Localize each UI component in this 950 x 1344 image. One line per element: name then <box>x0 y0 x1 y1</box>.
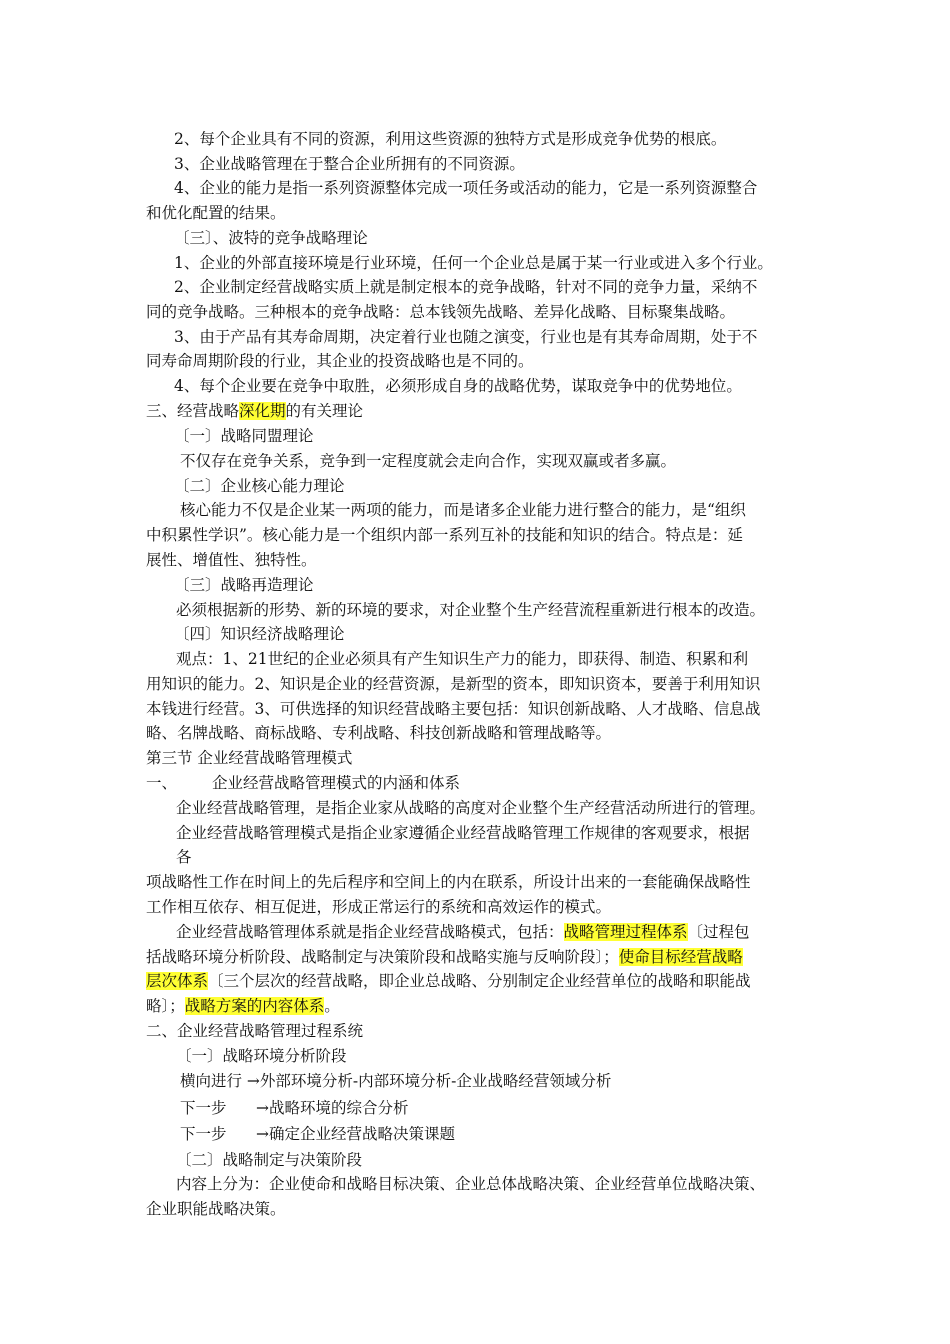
paragraph-line: 2、企业制定经营战略实质上就是制定根本的竞争战略，针对不同的竞争力量，采纳不 <box>174 278 758 296</box>
body-text: 略〕； <box>146 997 185 1015</box>
subsection-heading: 〔二〕战略制定与决策阶段 <box>176 1151 363 1169</box>
body-text: 〔三个层次的经营战略，即企业总战略、分别制定企业经营单位的战略和职能战 <box>208 972 751 990</box>
section-heading: 第三节 企业经营战略管理模式 <box>146 749 353 767</box>
highlighted-text: 战略管理过程体系 <box>563 923 688 941</box>
flow-line: →确定企业经营战略决策课题 <box>256 1125 455 1143</box>
paragraph-line: 4、每个企业要在竞争中取胜，必须形成自身的战略优势，谋取竞争中的优势地位。 <box>174 377 742 395</box>
flow-line: 横向进行 →外部环境分析-内部环境分析-企业战略经营领域分析 <box>180 1072 612 1090</box>
paragraph-line: 观点：1、21世纪的企业必须具有产生知识生产力的能力，即获得、制造、积累和利 <box>176 650 749 668</box>
body-text: 〔过程包 <box>687 923 750 941</box>
heading-text: 的有关理论 <box>285 402 364 420</box>
paragraph-line: 本钱进行经营。3、可供选择的知识经营战略主要包括：知识创新战略、人才战略、信息战 <box>146 700 761 718</box>
paragraph-line: 中积累性学识”。核心能力是一个组织内部一系列互补的技能和知识的结合。特点是：延 <box>146 526 743 544</box>
flow-line-label: 下一步 <box>180 1099 227 1117</box>
paragraph-line: 项战略性工作在时间上的先后程序和空间上的内在联系，所设计出来的一套能确保战略性 <box>146 873 751 891</box>
paragraph-line: 和优化配置的结果。 <box>146 204 286 222</box>
section-heading: 企业经营战略管理模式的内涵和体系 <box>212 774 461 792</box>
paragraph-line: 展性、增值性、独特性。 <box>146 551 317 569</box>
body-text: 括战略环境分析阶段、战略制定与决策阶段和战略实施与反响阶段〕； <box>146 948 619 966</box>
paragraph-line: 各 <box>176 848 192 866</box>
flow-line-label: 下一步 <box>180 1125 227 1143</box>
heading-number: 一、 <box>146 774 178 792</box>
paragraph-line: 工作相互依存、相互促进，形成正常运行的系统和高效运作的模式。 <box>146 898 612 916</box>
paragraph-line: 略、名牌战略、商标战略、专利战略、科技创新战略和管理战略等。 <box>146 724 612 742</box>
highlighted-text: 深化期 <box>239 402 286 420</box>
paragraph-line <box>176 921 750 943</box>
paragraph-line: 用知识的能力。2、知识是企业的经营资源，是新型的资本，即知识资本，要善于利用知识 <box>146 675 761 693</box>
body-text: 。 <box>324 997 340 1015</box>
subsection-heading: 〔四〕知识经济战略理论 <box>174 625 345 643</box>
paragraph-line: 核心能力不仅是企业某一两项的能力，而是诸多企业能力进行整合的能力，是“组织 <box>180 501 746 519</box>
paragraph-line: 同寿命周期阶段的行业，其企业的投资战略也是不同的。 <box>146 352 534 370</box>
highlighted-text: 战略方案的内容体系 <box>184 997 325 1015</box>
paragraph-line: 企业职能战略决策。 <box>146 1200 286 1218</box>
highlighted-text: 层次体系 <box>146 972 209 990</box>
paragraph-line: 同的竞争战略。三种根本的竞争战略：总本钱领先战略、差异化战略、目标聚集战略。 <box>146 303 736 321</box>
section-heading <box>146 400 363 422</box>
subsection-heading: 〔三〕战略再造理论 <box>174 576 314 594</box>
paragraph-line: 企业经营战略管理模式是指企业家遵循企业经营战略管理工作规律的客观要求，根据 <box>176 824 750 842</box>
subsection-heading: 〔一〕战略同盟理论 <box>174 427 314 445</box>
highlighted-text: 使命目标经营战略 <box>618 948 743 966</box>
body-text: 企业经营战略管理体系就是指企业经营战略模式，包括： <box>176 923 564 941</box>
paragraph-line: 1、企业的外部直接环境是行业环境，任何一个企业总是属于某一行业或进入多个行业。 <box>174 254 773 272</box>
paragraph-line: 3、企业战略管理在于整合企业所拥有的不同资源。 <box>174 155 525 173</box>
heading-text: 三、经营战略 <box>146 402 240 420</box>
paragraph-line: 内容上分为：企业使命和战略目标决策、企业总体战略决策、企业经营单位战略决策、 <box>176 1175 766 1193</box>
section-heading: 二、企业经营战略管理过程系统 <box>146 1022 364 1040</box>
subsection-heading: 〔二〕企业核心能力理论 <box>174 477 345 495</box>
paragraph-line: 3、由于产品有其寿命周期，决定着行业也随之演变，行业也是有其寿命周期，处于不 <box>174 328 758 346</box>
subsection-heading: 〔一〕战略环境分析阶段 <box>176 1047 347 1065</box>
flow-line: →战略环境的综合分析 <box>256 1099 409 1117</box>
paragraph-line: 必须根据新的形势、新的环境的要求，对企业整个生产经营流程重新进行根本的改造。 <box>176 601 766 619</box>
paragraph-line: 企业经营战略管理，是指企业家从战略的高度对企业整个生产经营活动所进行的管理。 <box>176 799 766 817</box>
paragraph-line <box>146 946 743 968</box>
paragraph-line: 2、每个企业具有不同的资源，利用这些资源的独特方式是形成竞争优势的根底。 <box>174 130 727 148</box>
paragraph-line <box>146 995 340 1017</box>
section-heading: 〔三〕、波特的竞争战略理论 <box>174 229 368 247</box>
paragraph-line <box>146 970 751 992</box>
paragraph-line: 4、企业的能力是指一系列资源整体完成一项任务或活动的能力，它是一系列资源整合 <box>174 179 758 197</box>
paragraph-line: 不仅存在竞争关系，竞争到一定程度就会走向合作，实现双赢或者多赢。 <box>180 452 677 470</box>
